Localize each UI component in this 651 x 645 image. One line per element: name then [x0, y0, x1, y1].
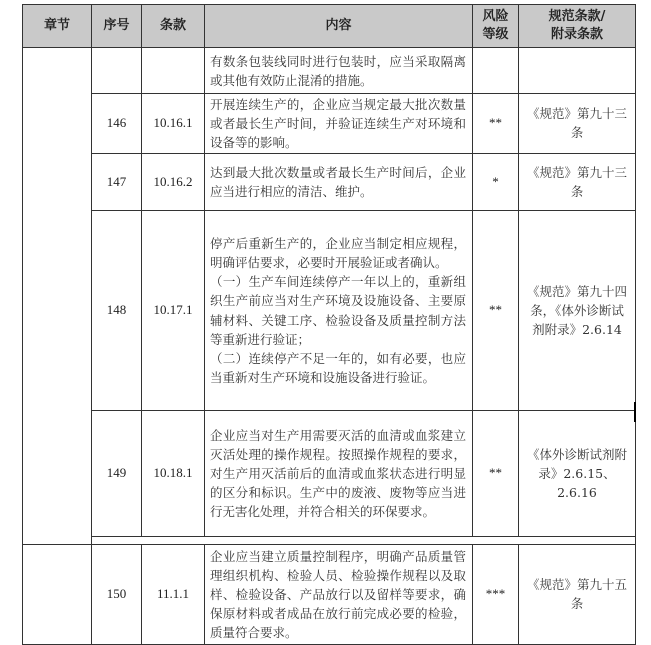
risk-cell: * [473, 153, 519, 210]
seq-cell: 146 [92, 94, 142, 154]
table-row-spacer [23, 536, 636, 544]
header-risk [473, 5, 519, 48]
header-chapter: 章节 [23, 5, 92, 48]
content-cell [205, 94, 473, 154]
content-paragraph: 停产后重新生产的，企业应当制定相应规程，明确评估要求，必要时开展验证或者确认。 [210, 235, 466, 270]
clause-cell: 10.18.1 [142, 410, 205, 536]
table-row [23, 94, 636, 154]
content-cell [205, 544, 473, 644]
text-cursor [634, 402, 636, 422]
content-paragraph: 开展连续生产的，企业应当规定最大批次数量或者最长生产时间，并验证连续生产对环境和设备等的影响。 [210, 97, 466, 151]
clause-cell [142, 48, 205, 94]
content-paragraph: 企业应当建立质量控制程序，明确产品质量管理组织机构、检验人员、检验操作规程以及取样、检验设备、产品放行以及留样等要求，确保原材料或者成品在放行前完成必要的检验，质量符合要求。 [210, 548, 466, 641]
chapter-cell [23, 48, 92, 545]
risk-cell: ** [473, 210, 519, 410]
header-clause: 条款 [142, 5, 205, 48]
risk-cell [473, 48, 519, 94]
clause-cell: 10.17.1 [142, 210, 205, 410]
risk-cell: *** [473, 544, 519, 644]
ref-cell: 《规范》第九十三条 [519, 94, 636, 154]
header-content: 内容 [205, 5, 473, 48]
table-row [23, 544, 636, 644]
content-paragraph: 企业应当对生产用需要灭活的血清或血浆建立灭活处理的操作规程。按照操作规程的要求，对生产用灭活前后的血清或血浆状态进行明显的区分和标识。生产中的废液、废物等应当进行无害化处理，并符合相关的环保要求。 [210, 427, 466, 520]
content-cell [205, 48, 473, 94]
content-paragraph: 有数条包装线同时进行包装时，应当采取隔离或其他有效防止混淆的措施。 [210, 53, 466, 88]
ref-cell [519, 48, 636, 94]
table-row [23, 48, 636, 94]
content-paragraph: （一）生产车间连续停产一年以上的，重新组织生产前应当对生产环境及设施设备、主要原辅材料、关键工序、检验设备及质量控制方法等重新进行验证； [210, 274, 466, 347]
content-paragraph: （二）连续停产不足一年的，如有必要，也应当重新对生产环境和设施设备进行验证。 [210, 351, 466, 386]
header-ref-line2: 附录条款 [550, 27, 603, 42]
ref-cell: 《体外诊断试剂附录》2.6.15、2.6.16 [519, 410, 636, 536]
inspection-table [22, 4, 636, 645]
content-cell [205, 210, 473, 410]
seq-cell: 147 [92, 153, 142, 210]
risk-cell: ** [473, 94, 519, 154]
header-risk-line2: 等级 [482, 27, 509, 42]
ref-cell: 《规范》第九十三条 [519, 153, 636, 210]
table-row [23, 410, 636, 536]
content-cell [205, 153, 473, 210]
table-row [23, 153, 636, 210]
row-gap [92, 536, 636, 544]
clause-cell: 10.16.1 [142, 94, 205, 154]
content-paragraph: 达到最大批次数量或者最长生产时间后，企业应当进行相应的清洁、维护。 [210, 164, 466, 200]
ref-cell: 《规范》第九十四条，《体外诊断试剂附录》2.6.14 [519, 210, 636, 410]
chapter-cell [23, 544, 92, 644]
header-ref-line1: 规范条款/ [548, 9, 606, 24]
seq-cell: 150 [92, 544, 142, 644]
table-row [23, 210, 636, 410]
header-row [23, 5, 636, 48]
seq-cell: 149 [92, 410, 142, 536]
seq-cell [92, 48, 142, 94]
ref-cell: 《规范》第九十五条 [519, 544, 636, 644]
header-seq: 序号 [92, 5, 142, 48]
clause-cell: 10.16.2 [142, 153, 205, 210]
seq-cell: 148 [92, 210, 142, 410]
risk-cell: ** [473, 410, 519, 536]
clause-cell: 11.1.1 [142, 544, 205, 644]
header-risk-line1: 风险 [482, 9, 509, 24]
header-ref [519, 5, 636, 48]
content-cell [205, 410, 473, 536]
